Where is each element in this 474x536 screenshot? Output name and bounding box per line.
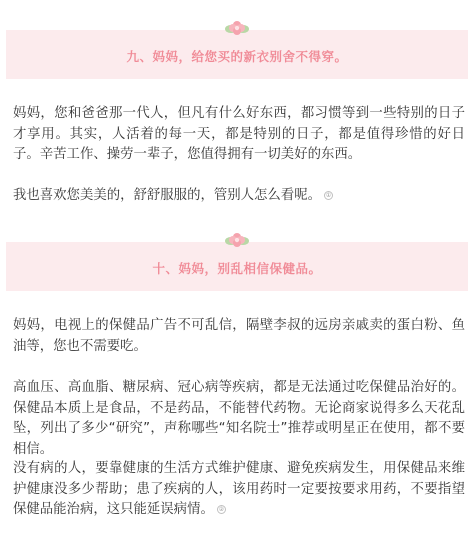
section-9-paragraph-2-text: 我也喜欢您美美的，舒舒服服的，管别人怎么看呢。 xyxy=(13,188,321,203)
footnote-marker-1: ① xyxy=(325,191,332,199)
section-10-paragraph-1: 妈妈，电视上的保健品广告不可乱信，隔壁李叔的远房亲戚卖的蛋白粉、鱼油等，您也不需要吃。 xyxy=(13,318,465,354)
footnote-marker-2: ② xyxy=(218,505,225,513)
section-9-title: 九、妈妈，给您买的新衣别舍不得穿。 xyxy=(126,49,348,64)
section-10-header xyxy=(6,242,468,291)
section-10-title: 十、妈妈，别乱相信保健品。 xyxy=(152,261,322,276)
section-10-paragraph-3 xyxy=(13,459,465,521)
section-9-paragraph-1: 妈妈，您和爸爸那一代人，但凡有什么好东西，都习惯等到一些特别的日子才享用。其实，人活着的每一天，都是特别的日子，都是值得珍惜的好日子。辛苦工作、操劳一辈子，您值得拥有一切美好的东西。 xyxy=(13,106,465,162)
section-10-paragraph-3-text: 没有病的人，要靠健康的生活方式维护健康、避免疾病发生，用保健品来维护健康没多少帮助；患了疾病的人，该用药时一定要按要求用药，不要指望保健品能治病，这只能延误病情。 xyxy=(13,461,465,517)
flower-icon xyxy=(224,19,250,37)
section-9-paragraph-2 xyxy=(13,186,465,207)
section-10-paragraph-2: 高血压、高血脂、糖尿病、冠心病等疾病，都是无法通过吃保健品治好的。保健品本质上是食品，不是药品，不能替代药物。无论商家说得多么天花乱坠，列出了多少“研究”，声称哪些“知名院士”推荐或明星正在使用，都不要相信。 xyxy=(13,380,465,457)
flower-icon xyxy=(224,231,250,249)
section-9-header xyxy=(6,30,468,79)
